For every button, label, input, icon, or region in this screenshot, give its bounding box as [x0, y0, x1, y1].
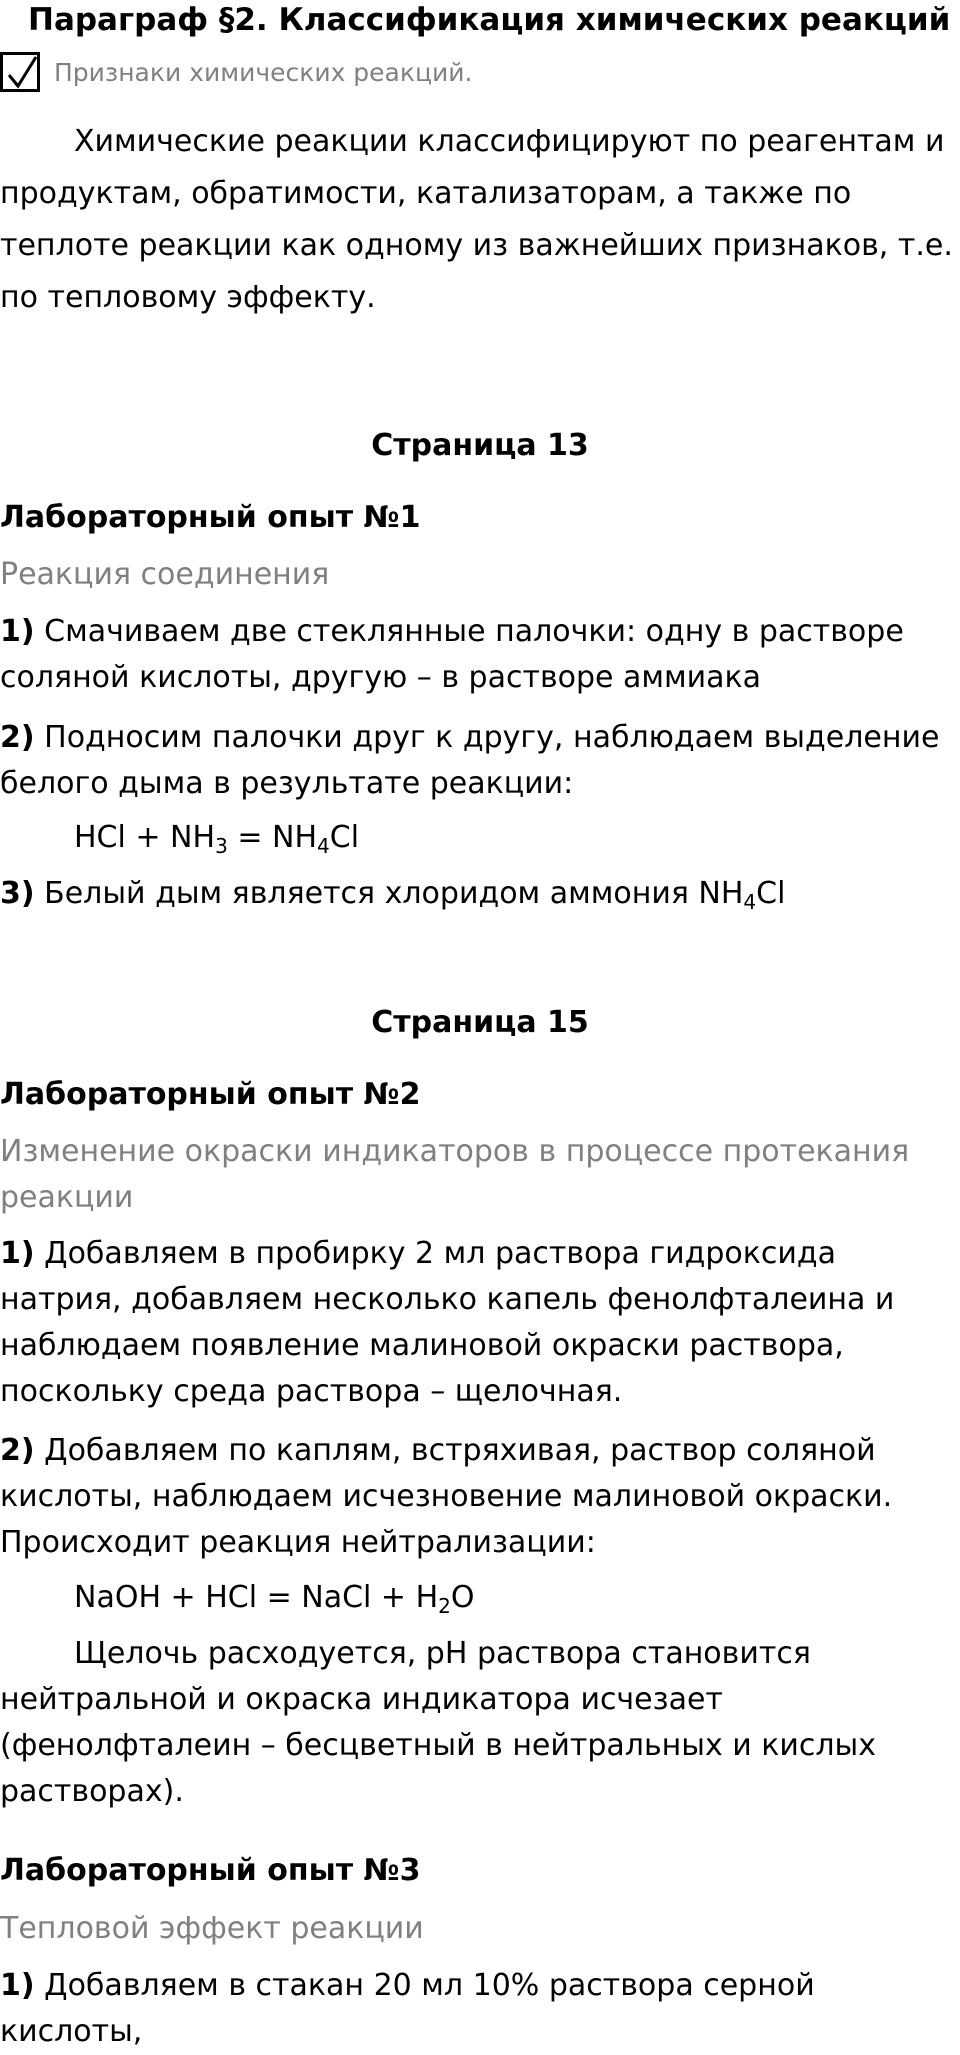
step-number: 1): [0, 1236, 35, 1271]
step-text: Добавляем по каплям, встряхивая, раствор соляной кислоты, наблюдаем исчезновение малиновой окраски. Происходит реакция нейтрализации:: [0, 1433, 893, 1560]
equation-part: NaOH + HCl = NaCl + H: [74, 1580, 439, 1615]
formula-subscript: 4: [743, 890, 757, 914]
checkbox[interactable]: [0, 52, 40, 92]
lab2-note: Щелочь расходуется, pH раствора становится нейтральной и окраска индикатора исчезает (фенолфталеин – бесцветный в нейтральных и кислых растворах).: [0, 1636, 876, 1809]
step-number: 1): [0, 614, 35, 649]
lab-subtitle-3: Тепловой эффект реакции: [0, 1911, 424, 1946]
checkbox-label: Признаки химических реакций.: [54, 58, 473, 87]
equation-part: O: [450, 1580, 475, 1615]
step-number: 2): [0, 1433, 35, 1468]
lab1-step-3: [0, 871, 960, 917]
page-heading-13: Страница 13: [371, 428, 589, 463]
lab-title-3: Лабораторный опыт №3: [0, 1853, 421, 1888]
equation-subscript: 2: [438, 1594, 451, 1618]
intro-paragraph: Химические реакции классифицируют по реагентам и продуктам, обратимости, катализаторам, а также по теплоте реакции как одному из важнейших признаков, т.е. по тепловому эффекту.: [0, 124, 953, 315]
equation-1: [74, 816, 954, 860]
step-number: 2): [0, 720, 35, 755]
checkbox-row[interactable]: [0, 50, 960, 94]
step-text: Белый дым является хлоридом аммония NH: [44, 876, 744, 911]
lab-subtitle-2: Изменение окраски индикаторов в процессе протекания реакции: [0, 1134, 910, 1215]
lab2-step-2: [0, 1428, 960, 1566]
equation-part: Cl: [329, 820, 360, 855]
lab1-step-1: [0, 609, 960, 701]
step-number: 1): [0, 1968, 35, 2003]
page-title: Параграф §2. Классификация химических реакций: [28, 2, 951, 38]
lab-title-2: Лабораторный опыт №2: [0, 1077, 421, 1112]
equation-part: = NH: [227, 820, 318, 855]
lab2-step-1: [0, 1231, 960, 1415]
equation-2: [74, 1576, 954, 1620]
equation-subscript: 3: [215, 834, 228, 858]
page-heading-15: Страница 15: [371, 1005, 589, 1040]
equation-part: HCl + NH: [74, 820, 216, 855]
checkmark-icon: [5, 55, 41, 91]
lab-subtitle-1: Реакция соединения: [0, 557, 330, 592]
step-number: 3): [0, 876, 35, 911]
lab1-step-2: [0, 715, 960, 807]
step-text: Подносим палочки друг к другу, наблюдаем выделение белого дыма в результате реакции:: [0, 720, 940, 801]
step-text: Добавляем в стакан 20 мл 10% раствора серной кислоты,: [0, 1968, 815, 2049]
step-text: Добавляем в пробирку 2 мл раствора гидроксида натрия, добавляем несколько капель фенолфталеина и наблюдаем появление малиновой окраски раствора, поскольку среда раствора – щелочная.: [0, 1236, 895, 1409]
step-text: Смачиваем две стеклянные палочки: одну в растворе соляной кислоты, другую – в растворе аммиака: [0, 614, 904, 695]
lab-title-1: Лабораторный опыт №1: [0, 500, 421, 535]
lab3-step-1: [0, 1963, 960, 2055]
formula-end: Cl: [756, 876, 786, 911]
equation-subscript: 4: [317, 834, 330, 858]
